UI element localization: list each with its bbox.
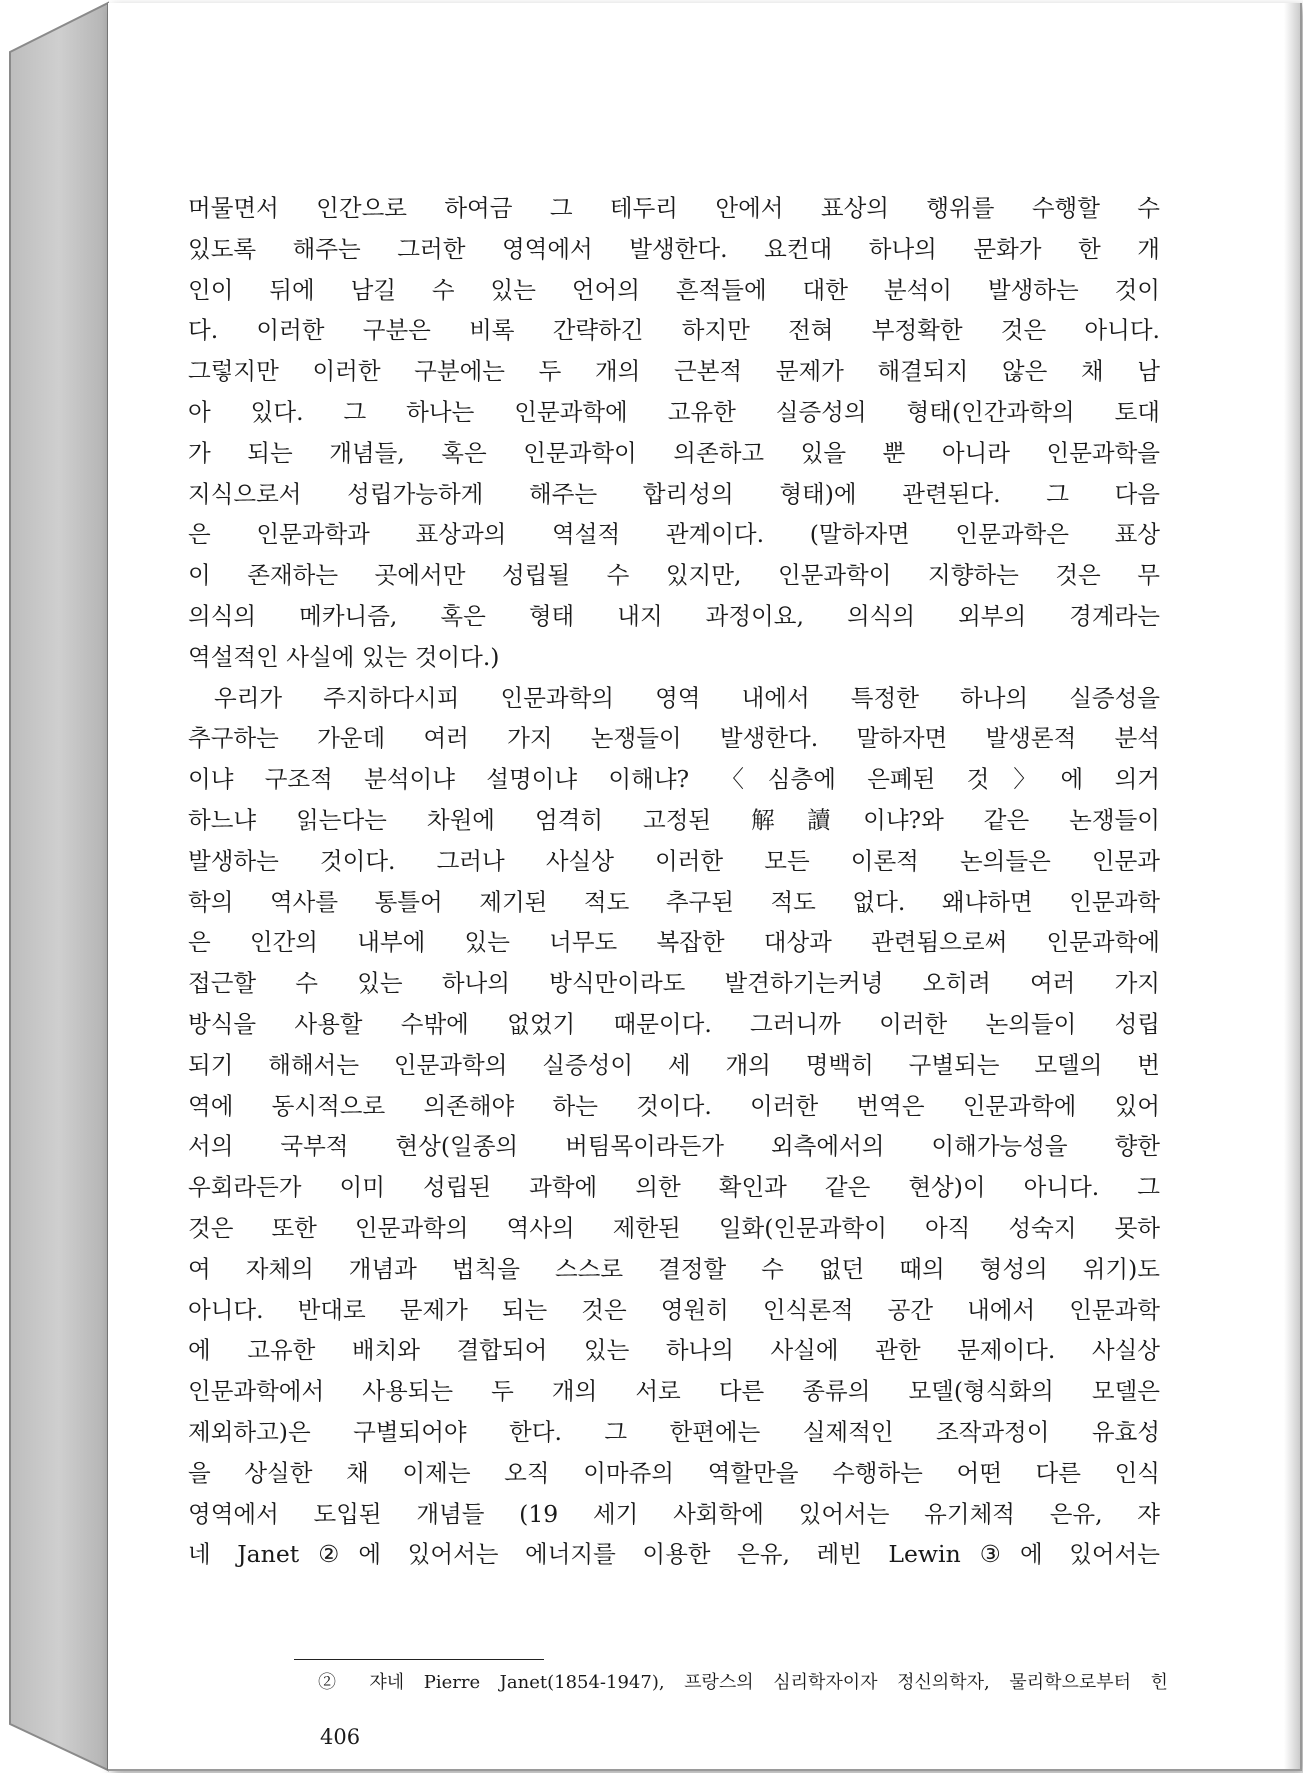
- text-line: 인이 뒤에 남길 수 있는 언어의 흔적들에 대한 분석이 발생하는 것이: [188, 275, 1160, 304]
- text-line: 접근할 수 있는 하나의 방식만이라도 발견하기는커녕 오히려 여러 가지: [188, 969, 1160, 998]
- footnote-text: ② 쟈네 Pierre Janet(1854-1947), 프랑스의 심리학자이자 정신의학자, 물리학으로부터 힌: [318, 1672, 1168, 1693]
- text-line: 발생하는 것이다. 그러나 사실상 이러한 모든 이론적 논의들은 인문과: [188, 846, 1160, 875]
- body-text: [188, 188, 1160, 1575]
- text-line: 것은 또한 인문과학의 역사의 제한된 일화(인문과학이 아직 성숙지 못하: [188, 1213, 1160, 1242]
- text-line: 지식으로서 성립가능하게 해주는 합리성의 형태)에 관련된다. 그 다음: [188, 479, 1160, 508]
- text-line: 그렇지만 이러한 구분에는 두 개의 근본적 문제가 해결되지 않은 채 남: [188, 357, 1160, 386]
- text-line: 우회라든가 이미 성립된 과학에 의한 확인과 같은 현상)이 아니다. 그: [188, 1173, 1160, 1202]
- text-line: 여 자체의 개념과 법칙을 스스로 결정할 수 없던 때의 형성의 위기)도: [188, 1254, 1160, 1283]
- text-line: 네 Janet②에 있어서는 에너지를 이용한 은유, 레빈 Lewin③에 있어서는: [188, 1540, 1160, 1569]
- text-line: 영역에서 도입된 개념들 (19 세기 사회학에 있어서는 유기체적 은유, 쟈: [188, 1499, 1160, 1528]
- text-line: 의식의 메카니즘, 혹은 형태 내지 과정이요, 의식의 외부의 경계라는: [188, 601, 1160, 630]
- text-line: 다. 이러한 구분은 비록 간략하긴 하지만 전혀 부정확한 것은 아니다.: [188, 316, 1160, 345]
- text-line: 학의 역사를 통틀어 제기된 적도 추구된 적도 없다. 왜냐하면 인문과학: [188, 887, 1160, 916]
- text-line: 에 고유한 배치와 결합되어 있는 하나의 사실에 관한 문제이다. 사실상: [188, 1336, 1160, 1365]
- text-line: 머물면서 인간으로 하여금 그 테두리 안에서 표상의 행위를 수행할 수: [188, 194, 1160, 222]
- text-line: 을 상실한 채 이제는 오직 이마쥬의 역할만을 수행하는 어떤 다른 인식: [188, 1458, 1160, 1487]
- footnote-separator: [294, 1659, 544, 1660]
- text-line: 아니다. 반대로 문제가 되는 것은 영원히 인식론적 공간 내에서 인문과학: [188, 1295, 1160, 1324]
- text-line: 이 존재하는 곳에서만 성립될 수 있지만, 인문과학이 지향하는 것은 무: [188, 561, 1160, 590]
- text-line: 가 되는 개념들, 혹은 인문과학이 의존하고 있을 뿐 아니라 인문과학을: [188, 438, 1160, 467]
- text-line-paragraph-end: 역설적인 사실에 있는 것이다.): [188, 642, 500, 671]
- text-line: 되기 해해서는 인문과학의 실증성이 세 개의 명백히 구별되는 모델의 번: [188, 1050, 1160, 1079]
- text-line: 추구하는 가운데 여러 가지 논쟁들이 발생한다. 말하자면 발생론적 분석: [188, 724, 1160, 753]
- text-line: 서의 국부적 현상(일종의 버팀목이라든가 외측에서의 이해가능성을 향한: [188, 1132, 1160, 1161]
- text-line: 제외하고)은 구별되어야 한다. 그 한편에는 실제적인 조작과정이 유효성: [188, 1417, 1160, 1446]
- book-spine-side: [0, 0, 112, 1773]
- text-line: 이냐 구조적 분석이냐 설명이냐 이해냐? 〈심층에 은폐된 것〉에 의거: [188, 765, 1160, 794]
- text-line: 은 인문과학과 표상과의 역설적 관계이다. (말하자면 인문과학은 표상: [188, 520, 1160, 549]
- text-line-paragraph-start: 우리가 주지하다시피 인문과학의 영역 내에서 특정한 하나의 실증성을: [214, 683, 1160, 712]
- text-line: 아 있다. 그 하나는 인문과학에 고유한 실증성의 형태(인간과학의 토대: [188, 397, 1160, 426]
- text-line: 하느냐 읽는다는 차원에 엄격히 고정된 解讀이냐?와 같은 논쟁들이: [188, 805, 1160, 834]
- page-edge-shadow: [1284, 3, 1302, 1769]
- text-line: 있도록 해주는 그러한 영역에서 발생한다. 요컨대 하나의 문화가 한 개: [188, 234, 1160, 263]
- text-line: 역에 동시적으로 의존해야 하는 것이다. 이러한 번역은 인문과학에 있어: [188, 1091, 1160, 1120]
- text-line: 인문과학에서 사용되는 두 개의 서로 다른 종류의 모델(형식화의 모델은: [188, 1377, 1160, 1406]
- page-number: 406: [320, 1725, 361, 1749]
- text-line: 방식을 사용할 수밖에 없었기 때문이다. 그러니까 이러한 논의들이 성립: [188, 1009, 1160, 1038]
- text-line: 은 인간의 내부에 있는 너무도 복잡한 대상과 관련됨으로써 인문과학에: [188, 928, 1160, 957]
